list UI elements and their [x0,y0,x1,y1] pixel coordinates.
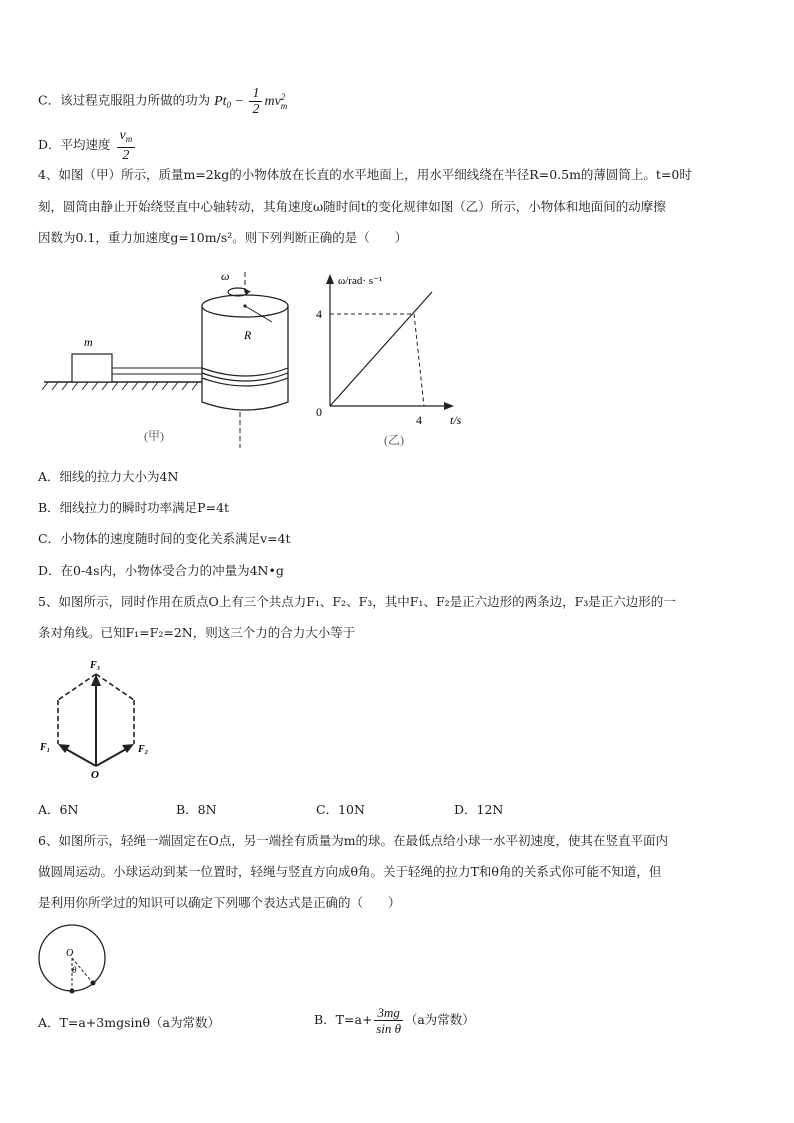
q5-choices [38,801,503,819]
frac-num-3mg: 3mg [374,1005,402,1021]
radius-label: R [244,328,252,342]
x-tick-label: 4 [416,413,422,427]
ground-hatch [42,382,198,390]
q4-stem-line-1: 4、如图（甲）所示，质量m=2kg的小物体放在长直的水平地面上，用水平细线绕在半径R=0.5m的薄圆筒上。t=0时 [38,167,692,182]
formula-half [249,86,262,117]
ball-position [91,981,96,986]
q4-option-a: A．细线的拉力大小为4N [38,469,179,484]
q6-circle-figure [36,922,116,998]
f1-label: F₁ [40,742,51,753]
f3-label: F₃ [90,660,101,671]
formula-mv: mv [264,93,281,109]
frac-den: 2 [122,148,130,163]
frac-den: 2 [252,102,260,117]
q6-stem-line-3: 是利用你所学过的知识可以确定下列哪个表达式是正确的（ ） [38,895,401,910]
q6-stem-line-2: 做圆周运动。小球运动到某一位置时，轻绳与竖直方向成θ角。关于轻绳的拉力T和θ角的关系式你可能不知道，但 [38,864,662,879]
q4-stem-line-2: 刻，圆筒由静止开始绕竖直中心轴转动，其角速度ω随时间t的变化规律如图（乙）所示，小物体和地面间的动摩擦 [38,199,666,214]
q5-choice-d: D．12N [454,802,504,817]
dash-vertical [414,314,424,406]
formula-minus: − [234,93,244,109]
q5-stem-line-1: 5、如图所示，同时作用在质点O上有三个共点力F₁、F₂、F₃，其中F₁、F₂是正六边形的两条边，F₃是正六边形的一 [38,594,676,609]
pivot-o-label: O [66,948,74,959]
q5-hexagon-figure [36,656,166,780]
formula-sup-2: 2 [280,91,286,102]
formula-pt: Pt [214,93,227,109]
frac-num-v: v [119,128,126,143]
ball-bottom [70,989,75,994]
q6-option-a: A．T=a+3mgsinθ（a为常数） [38,1015,221,1030]
q3-option-c-text: C．该过程克服阻力所做的功为 [38,92,211,108]
q3-option-c-formula [214,86,288,117]
q5-choice-a: A．6N [38,802,79,817]
q4-option-d: D．在0-4s内，小物体受合力的冲量为4N•g [38,563,284,578]
q6-option-b-prefix: B．T=a+ [314,1012,373,1027]
q5-stem-line-2: 条对角线。已知F₁=F₂=2N，则这三个力的合力大小等于 [38,625,356,640]
q3-option-d-text: D．平均速度 [38,137,111,152]
f2-arrowhead-icon [122,744,134,753]
q3-option-d [38,128,137,163]
caption-yi: (乙) [384,433,404,447]
q6-option-b-fraction [374,1005,402,1036]
frac-num: 1 [249,86,262,102]
q4-figure-jia [40,262,300,454]
f1-arrowhead-icon [58,744,70,753]
f2-label: F₂ [138,744,149,755]
origin-o-label: O [91,769,99,780]
formula-sub-m: m [280,100,288,111]
q5-choice-c: C．10N [316,802,365,817]
frac-den-sin: sin θ [376,1021,402,1036]
frac-num-sub: m [125,134,133,144]
caption-jia: (甲) [144,429,164,443]
y-axis-label: ω/rad· s⁻¹ [338,275,383,287]
q6-option-b [314,1005,475,1036]
q4-option-c: C．小物体的速度随时间的变化关系满足v=4t [38,531,291,546]
f2-vector [96,748,128,766]
q4-option-b: B．细线拉力的瞬时功率满足P=4t [38,500,230,515]
q6-option-b-suffix: （a为常数） [404,1012,475,1027]
q6-stem-line-1: 6、如图所示，轻绳一端固定在O点，另一端拴有质量为m的球。在最低点给小球一水平初速度，使其在竖直平面内 [38,833,669,848]
q4-stem-line-3: 因数为0.1，重力加速度g=10m/s²。则下列判断正确的是（ ） [38,230,408,245]
mass-label: m [84,335,93,349]
omega-line [330,292,432,406]
x-axis-label: t/s [450,413,462,427]
f1-vector [64,748,96,766]
cylinder-body [202,306,288,410]
q4-figure-yi [304,266,474,452]
q3-option-c [38,86,287,117]
origin-label: 0 [316,405,322,419]
q3-option-d-fraction [117,128,136,163]
y-tick-label: 4 [316,307,322,321]
q5-choice-b: B．8N [176,802,217,817]
theta-label: θ [72,965,77,975]
small-block [72,354,112,382]
omega-label: ω [221,269,230,283]
formula-sub-0: 0 [226,99,232,110]
x-axis-arrow-icon [444,402,454,410]
y-axis-arrow-icon [326,274,334,284]
